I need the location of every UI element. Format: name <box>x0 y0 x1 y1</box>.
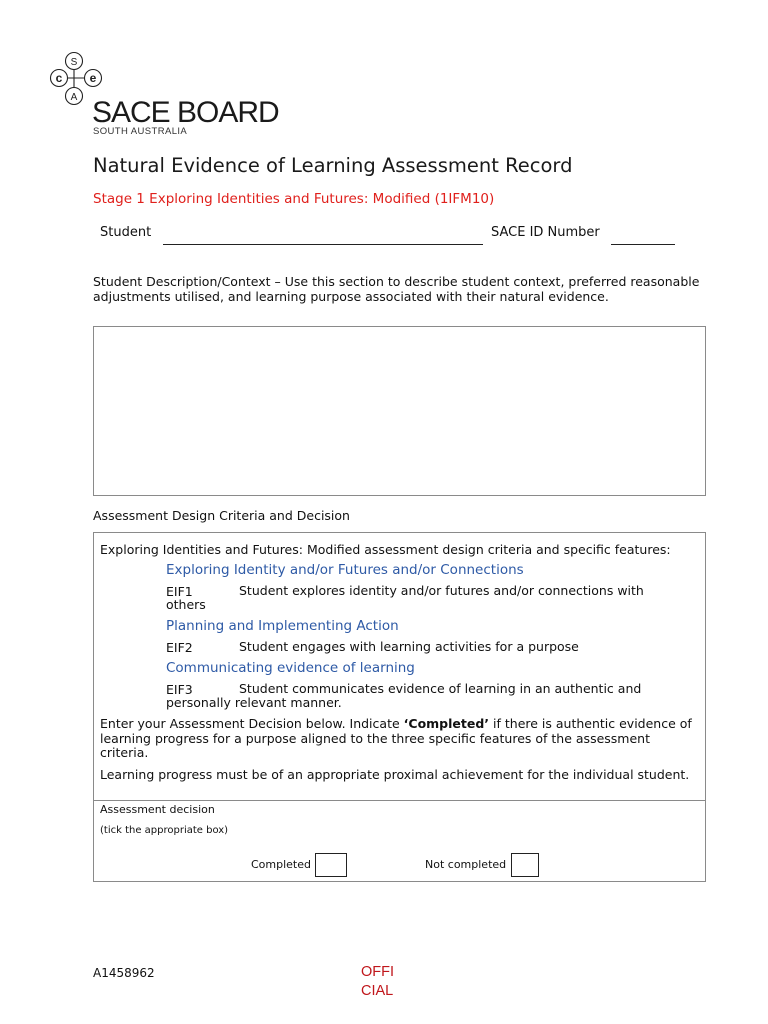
official-marking: OFFI CIAL <box>361 964 395 999</box>
completed-emphasis: ‘Completed’ <box>403 716 490 731</box>
assessment-decision-label: Assessment decision <box>100 803 215 816</box>
logo-letter-c: c <box>55 71 63 85</box>
not-completed-label: Not completed <box>425 858 507 871</box>
sace-id-label: SACE ID Number <box>491 225 600 240</box>
progress-note: Learning progress must be of an appropriate proximal achievement for the individual student. <box>100 767 690 782</box>
logo-subline: SOUTH AUSTRALIA <box>93 126 188 137</box>
decision-instructions: Enter your Assessment Decision below. Indicate ‘Completed’ if there is authentic evidence of learning progress for a purpose aligned to the three specific features of the assessment criteria. <box>100 716 692 760</box>
criteria-code-eif3: EIF3 <box>166 682 193 697</box>
assessment-decision-hint: (tick the appropriate box) <box>100 825 229 836</box>
page-title: Natural Evidence of Learning Assessment Record <box>93 154 573 177</box>
criteria-text-eif1-line2: others <box>166 597 206 612</box>
criteria-text-eif1-line1: Student explores identity and/or futures and/or connections with <box>239 583 644 598</box>
completed-label: Completed <box>251 858 311 871</box>
decision-divider <box>93 800 706 801</box>
logo-letter-a: A <box>70 92 78 103</box>
logo-letter-s: S <box>70 57 78 68</box>
not-completed-checkbox[interactable] <box>511 853 539 877</box>
completed-checkbox[interactable] <box>315 853 347 877</box>
criteria-heading-eif1: Exploring Identity and/or Futures and/or Connections <box>166 562 524 578</box>
student-label: Student <box>100 225 152 240</box>
logo-wordmark: SACE BOARD <box>92 96 279 129</box>
criteria-code-eif2: EIF2 <box>166 640 193 655</box>
sace-id-field-line[interactable] <box>611 244 675 245</box>
page-subtitle: Stage 1 Exploring Identities and Futures: Modified (1IFM10) <box>93 191 495 207</box>
assessment-section-label: Assessment Design Criteria and Decision <box>93 508 350 523</box>
criteria-intro: Exploring Identities and Futures: Modified assessment design criteria and specific features: <box>100 542 671 557</box>
document-id: A1458962 <box>93 966 155 980</box>
criteria-text-eif3-line1: Student communicates evidence of learning in an authentic and <box>239 681 642 696</box>
student-field-line[interactable] <box>163 244 483 245</box>
student-description-instructions: Student Description/Context – Use this section to describe student context, preferred reasonable adjustments utilised, and learning purpose associated with their natural evidence. <box>93 274 700 304</box>
student-description-box[interactable] <box>93 326 706 496</box>
criteria-heading-eif2: Planning and Implementing Action <box>166 618 399 634</box>
criteria-text-eif2: Student engages with learning activities for a purpose <box>239 639 579 654</box>
criteria-heading-eif3: Communicating evidence of learning <box>166 660 415 676</box>
criteria-text-eif3-line2: personally relevant manner. <box>166 695 342 710</box>
logo-letter-e: e <box>89 71 97 85</box>
criteria-code-eif1: EIF1 <box>166 584 193 599</box>
